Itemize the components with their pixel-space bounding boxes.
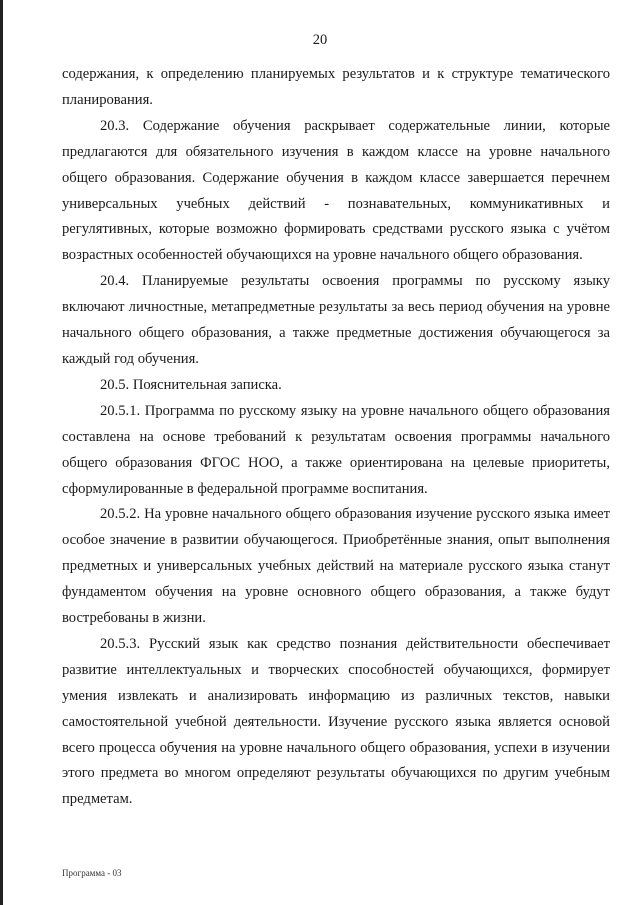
- paragraph-continuation: содержания, к определению планируемых результатов и к структуре тематического планирования.: [62, 66, 610, 108]
- paragraph-20-5-3: 20.5.3. Русский язык как средство познания действительности обеспечивает развитие интеллектуальных и творческих способностей обучающихся, формирует умения извлекать и анализировать информацию из различных текстов, навыки самостоятельной учебной деятельности. Изучение русского языка является основой всего процесса обучения на уровне начального общего образования, успехи в изучении этого предмета во многом определяют результаты обучающихся по другим учебным предметам.: [62, 635, 610, 808]
- paragraph-20-4: 20.4. Планируемые результаты освоения программы по русскому языку включают личностные, метапредметные результаты за весь период обучения на уровне начального общего образования, а также предметные достижения обучающегося за каждый год обучения.: [62, 273, 610, 367]
- paragraph-20-3: 20.3. Содержание обучения раскрывает содержательные линии, которые предлагаются для обязательного изучения в каждом классе на уровне начального общего образования. Содержание обучения в каждом классе завершается перечнем универсальных учебных действий - познавательных, коммуникативных и регулятивных, которые возможно формировать средствами русского языка с учётом возрастных особенностей обучающихся на уровне начального общего образования.: [62, 117, 610, 264]
- paragraph-20-5: 20.5. Пояснительная записка.: [100, 376, 282, 393]
- page-number: 20: [312, 32, 328, 48]
- scan-edge: [0, 0, 3, 905]
- footer-program-code: Программа - 03: [62, 868, 122, 878]
- document-body: [62, 62, 610, 813]
- paragraph-20-5-1: 20.5.1. Программа по русскому языку на уровне начального общего образования составлена на основе требований к результатам освоения программы начального общего образования ФГОС НОО, а также ориентирована на целевые приоритеты, сформулированные в федеральной программе воспитания.: [62, 402, 610, 497]
- paragraph-20-5-2: 20.5.2. На уровне начального общего образования изучение русского языка имеет особое значение в развитии обучающегося. Приобретённые знания, опыт выполнения предметных и универсальных учебных действий на материале русского языка станут фундаментом обучения на уровне основного общего образования, а также будут востребованы в жизни.: [62, 506, 610, 627]
